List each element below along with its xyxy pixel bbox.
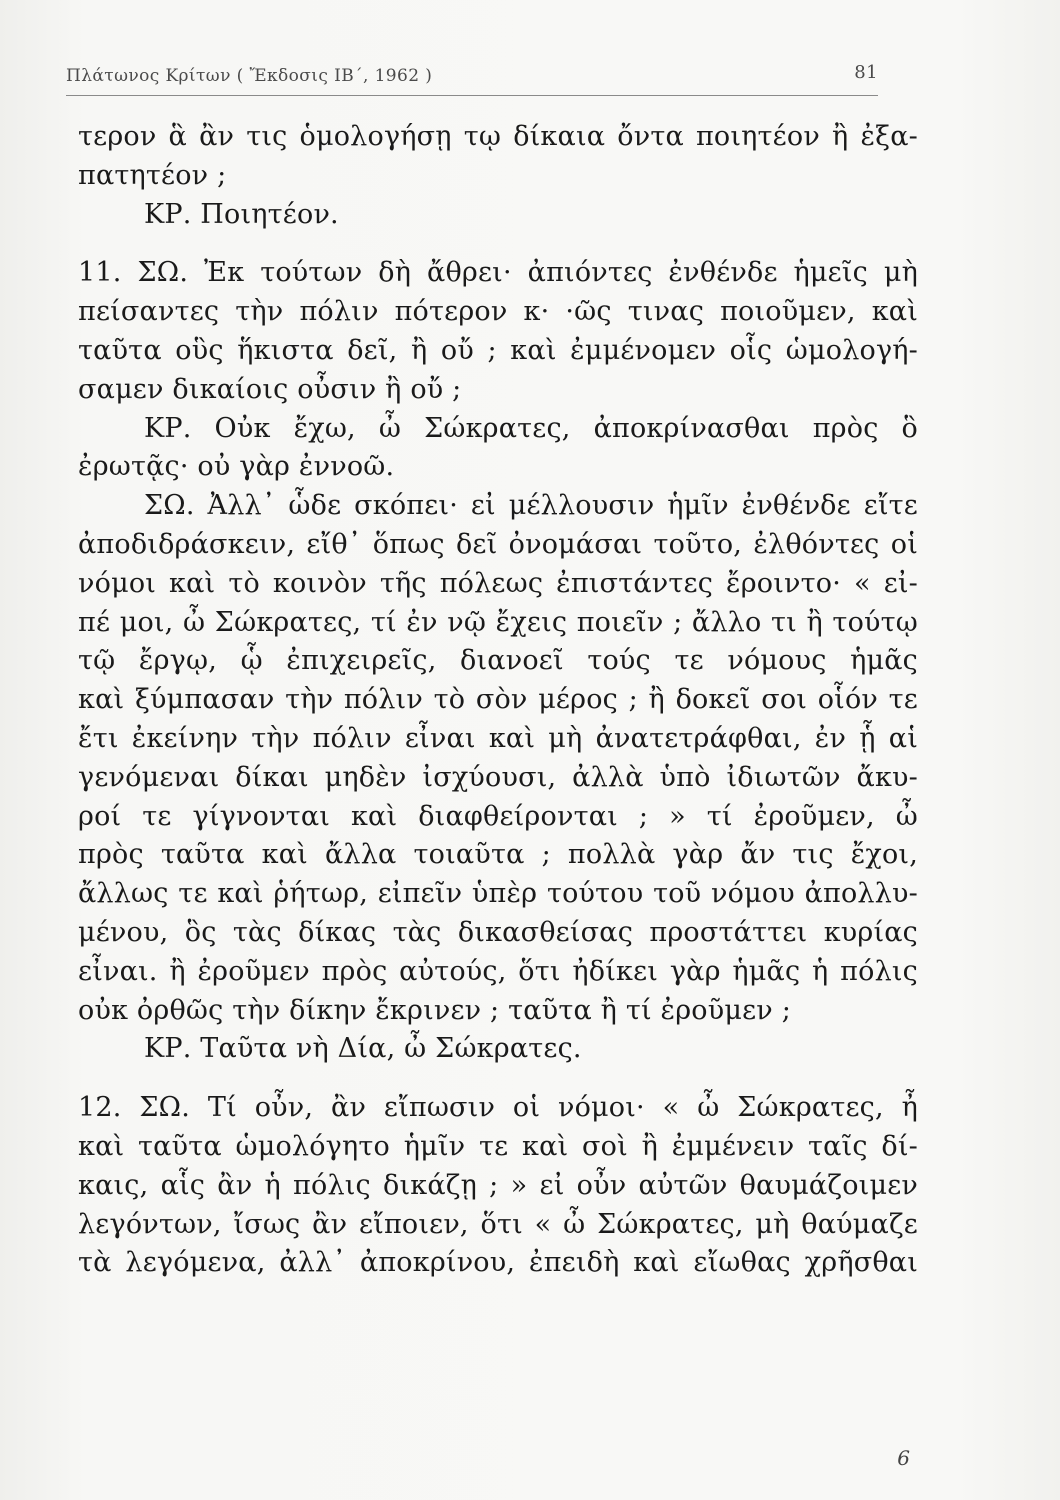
- text-line: σαμεν δικαίοις οὖσιν ἢ οὔ ;: [78, 373, 462, 405]
- text-line: ἀποδιδράσκειν, εἴθ᾽ ὅπως δεῖ ὀνομάσαι τοῦτο, ἐλθόντες οἱ: [78, 528, 918, 560]
- greek-text-body: [78, 118, 918, 1283]
- section-start-line: 12. ΣΩ. Τί οὖν, ἂν εἴπωσιν οἱ νόμοι· « ὦ Σώκρατες, ἦ: [78, 1092, 918, 1124]
- text-line: καις, αἷς ἂν ἡ πόλις δικάζῃ ; » εἰ οὖν αὐτῶν θαυμάζοιμεν: [78, 1169, 918, 1201]
- speaker-line: ΣΩ. Ἀλλ᾽ ὧδε σκόπει· εἰ μέλλουσιν ἡμῖν ἐνθένδε εἴτε: [144, 490, 918, 522]
- speaker-line: ΚΡ. Οὐκ ἔχω, ὦ Σώκρατες, ἀποκρίνασθαι πρὸς ὃ: [144, 412, 918, 444]
- text-line: καὶ ταῦτα ὡμολόγητο ἡμῖν τε καὶ σοὶ ἢ ἐμμένειν ταῖς δί-: [78, 1130, 918, 1162]
- text-line: πέ μοι, ὦ Σώκρατες, τί ἐν νῷ ἔχεις ποιεῖν ; ἄλλο τι ἢ τούτῳ: [78, 606, 918, 638]
- text-line: τερον ἃ ἂν τις ὁμολογήσῃ τῳ δίκαια ὄντα ποιητέον ἢ ἐξα-: [78, 121, 918, 152]
- text-line: εἶναι. ἢ ἐροῦμεν πρὸς αὐτούς, ὅτι ἠδίκει γὰρ ἡμᾶς ἡ πόλις: [78, 955, 918, 987]
- speaker-line: ΚΡ. Ταῦτα νὴ Δία, ὦ Σώκρατες.: [144, 1033, 582, 1065]
- text-line: τῷ ἔργῳ, ᾧ ἐπιχειρεῖς, διανοεῖ τούς τε νόμους ἡμᾶς: [78, 645, 918, 677]
- header-rule: [66, 95, 878, 96]
- page-number: 81: [854, 62, 878, 83]
- text-line: λεγόντων, ἴσως ἂν εἴποιεν, ὅτι « ὦ Σώκρατες, μὴ θαύμαζε: [78, 1208, 918, 1240]
- text-line: ροί τε γίγνονται καὶ διαφθείρονται ; » τί ἐροῦμεν, ὦ: [78, 800, 918, 832]
- text-line: τὰ λεγόμενα, ἀλλ᾽ ἀποκρίνου, ἐπειδὴ καὶ εἴωθας χρῆσθαι: [78, 1247, 918, 1279]
- text-line: μένου, ὃς τὰς δίκας τὰς δικασθείσας προστάττει κυρίας: [78, 916, 918, 948]
- speaker-line: ΚΡ. Ποιητέον.: [144, 198, 339, 230]
- signature-mark: 6: [897, 1446, 910, 1470]
- text-line: ἔτι ἐκείνην τὴν πόλιν εἶναι καὶ μὴ ἀνατετράφθαι, ἐν ᾗ αἱ: [78, 722, 918, 754]
- running-head: [66, 62, 878, 92]
- text-line: ἄλλως τε καὶ ῥήτωρ, εἰπεῖν ὑπὲρ τούτου τοῦ νόμου ἀπολλυ-: [78, 878, 918, 910]
- text-line: ταῦτα οὓς ἥκιστα δεῖ, ἢ οὔ ; καὶ ἐμμένομεν οἷς ὡμολογή-: [78, 334, 918, 366]
- section-start-line: 11. ΣΩ. Ἐκ τούτων δὴ ἄθρει· ἀπιόντες ἐνθένδε ἡμεῖς μὴ: [78, 257, 918, 289]
- text-line: πατητέον ;: [78, 159, 227, 191]
- text-line: νόμοι καὶ τὸ κοινὸν τῆς πόλεως ἐπιστάντες ἔροιντο· « εἰ-: [78, 567, 918, 599]
- text-line: πείσαντες τὴν πόλιν πότερον κ· ·ῶς τινας ποιοῦμεν, καὶ: [78, 296, 918, 328]
- text-line: γενόμεναι δίκαι μηδὲν ἰσχύουσι, ἀλλὰ ὑπὸ ἰδιωτῶν ἄκυ-: [78, 761, 918, 793]
- text-line: ἐρωτᾷς· οὐ γὰρ ἐννοῶ.: [78, 451, 395, 483]
- text-line: καὶ ξύμπασαν τὴν πόλιν τὸ σὸν μέρος ; ἢ δοκεῖ σοι οἷόν τε: [78, 684, 918, 716]
- text-line: οὐκ ὀρθῶς τὴν δίκην ἔκρινεν ; ταῦτα ἢ τί ἐροῦμεν ;: [78, 994, 791, 1026]
- running-head-title: Πλάτωνος Κρίτων ( Ἔκδοσις ΙΒ΄, 1962 ): [66, 66, 433, 86]
- text-line: πρὸς ταῦτα καὶ ἄλλα τοιαῦτα ; πολλὰ γὰρ ἄν τις ἔχοι,: [78, 839, 918, 871]
